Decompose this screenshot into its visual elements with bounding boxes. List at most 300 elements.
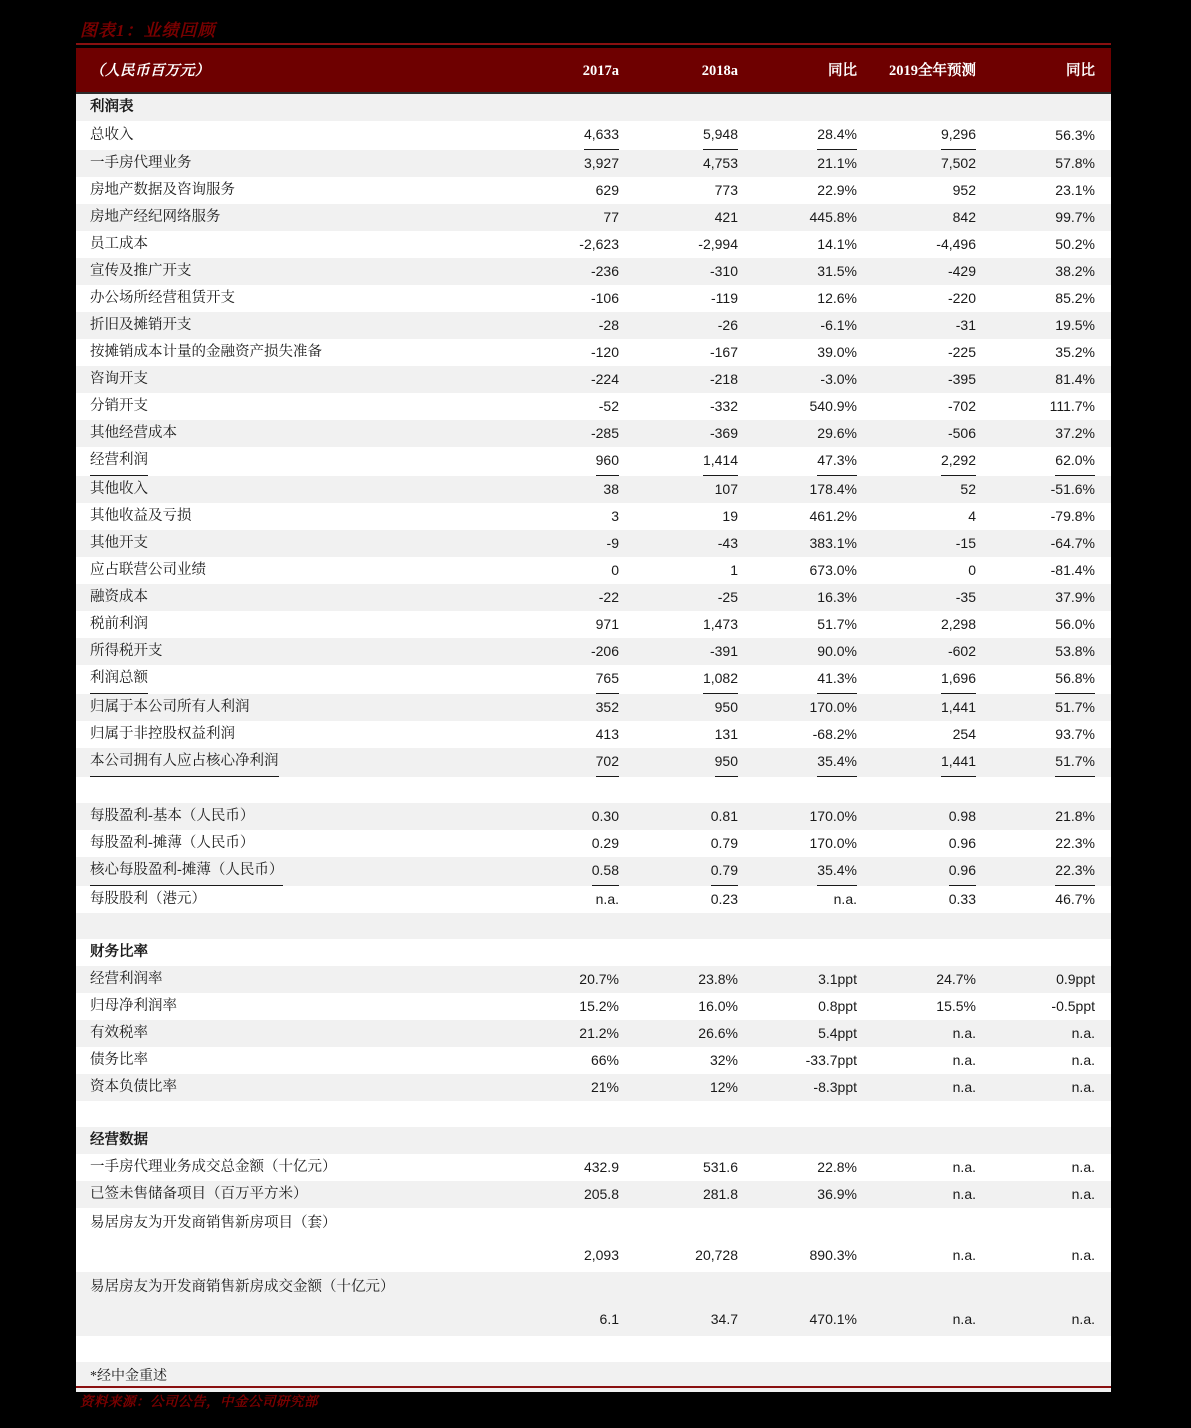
cell-yoy2: n.a. xyxy=(992,1272,1111,1336)
table-row xyxy=(76,966,1111,993)
cell-yoy2: 37.9% xyxy=(992,584,1111,611)
cell-y2017: 629 xyxy=(516,177,635,204)
cell-y2018: -26 xyxy=(635,312,754,339)
row-label: 财务比率 xyxy=(76,939,516,966)
cell-y2017: 77 xyxy=(516,204,635,231)
cell-f2019: -31 xyxy=(873,312,992,339)
cell-y2018: -218 xyxy=(635,366,754,393)
cell-yoy2: 93.7% xyxy=(992,721,1111,748)
cell-y2017: -285 xyxy=(516,420,635,447)
row-label: 其他开支 xyxy=(76,530,516,557)
source-note: 资料来源：公司公告，中金公司研究部 xyxy=(80,1394,318,1409)
cell-y2018: -369 xyxy=(635,420,754,447)
cell-f2019: -702 xyxy=(873,393,992,420)
cell-y2017: 960 xyxy=(516,447,635,476)
cell-y2017: 6.1 xyxy=(516,1272,635,1336)
cell-yoy2: -81.4% xyxy=(992,557,1111,584)
row-label: 房地产经纪网络服务 xyxy=(76,204,516,231)
cell-f2019: 7,502 xyxy=(873,150,992,177)
cell-yoy1: 22.9% xyxy=(754,177,873,204)
row-label: 宣传及推广开支 xyxy=(76,258,516,285)
row-label: 员工成本 xyxy=(76,231,516,258)
cell-yoy1: 383.1% xyxy=(754,530,873,557)
table-body xyxy=(76,93,1111,1392)
cell-yoy2: 99.7% xyxy=(992,204,1111,231)
table-row xyxy=(76,777,1111,803)
row-label: 资本负债比率 xyxy=(76,1074,516,1101)
cell-yoy1: 35.4% xyxy=(754,857,873,886)
row-label: 核心每股盈利-摊薄（人民币） xyxy=(76,857,516,886)
cell-y2017: 38 xyxy=(516,476,635,503)
row-label: 折旧及摊销开支 xyxy=(76,312,516,339)
row-label: 其他经营成本 xyxy=(76,420,516,447)
cell-yoy1: 12.6% xyxy=(754,285,873,312)
table-row xyxy=(76,1020,1111,1047)
cell-f2019: -15 xyxy=(873,530,992,557)
cell-y2017: -22 xyxy=(516,584,635,611)
cell-yoy1: 170.0% xyxy=(754,694,873,721)
cell-y2018: 12% xyxy=(635,1074,754,1101)
cell-yoy2: 53.8% xyxy=(992,638,1111,665)
cell-f2019: n.a. xyxy=(873,1272,992,1336)
cell-y2018: -25 xyxy=(635,584,754,611)
cell-f2019: 1,441 xyxy=(873,748,992,777)
cell-y2017: 21% xyxy=(516,1074,635,1101)
cell-y2017 xyxy=(516,93,635,121)
table-row xyxy=(76,447,1111,476)
cell-y2018: 20,728 xyxy=(635,1208,754,1272)
cell-f2019: 52 xyxy=(873,476,992,503)
cell-yoy1 xyxy=(754,777,873,803)
row-label: 易居房友为开发商销售新房项目（套） xyxy=(76,1208,516,1272)
cell-y2018: 421 xyxy=(635,204,754,231)
row-label: 利润表 xyxy=(76,93,516,121)
cell-y2017: -236 xyxy=(516,258,635,285)
cell-f2019: -602 xyxy=(873,638,992,665)
cell-y2017: -2,623 xyxy=(516,231,635,258)
cell-yoy1: 21.1% xyxy=(754,150,873,177)
cell-yoy2: n.a. xyxy=(992,1154,1111,1181)
row-label: 债务比率 xyxy=(76,1047,516,1074)
cell-y2017 xyxy=(516,1336,635,1362)
cell-f2019 xyxy=(873,1127,992,1154)
cell-yoy1: 35.4% xyxy=(754,748,873,777)
cell-y2018: -167 xyxy=(635,339,754,366)
cell-y2018: 32% xyxy=(635,1047,754,1074)
column-header-2017a: 2017a xyxy=(516,48,635,93)
cell-f2019: 952 xyxy=(873,177,992,204)
cell-y2018 xyxy=(635,939,754,966)
table-row xyxy=(76,393,1111,420)
cell-y2018: -43 xyxy=(635,530,754,557)
cell-yoy2: 56.3% xyxy=(992,121,1111,150)
financial-table-container xyxy=(76,48,1111,1392)
header-row xyxy=(76,48,1111,93)
cell-y2018: 16.0% xyxy=(635,993,754,1020)
cell-f2019: -4,496 xyxy=(873,231,992,258)
cell-yoy2: n.a. xyxy=(992,1020,1111,1047)
cell-y2018: -310 xyxy=(635,258,754,285)
cell-y2018: 773 xyxy=(635,177,754,204)
row-label: 其他收入 xyxy=(76,476,516,503)
cell-y2018: 5,948 xyxy=(635,121,754,150)
cell-y2017: -120 xyxy=(516,339,635,366)
row-label: 每股盈利-摊薄（人民币） xyxy=(76,830,516,857)
cell-y2017: 413 xyxy=(516,721,635,748)
row-label: 有效税率 xyxy=(76,1020,516,1047)
cell-f2019: 24.7% xyxy=(873,966,992,993)
table-row xyxy=(76,1181,1111,1208)
cell-f2019: 2,298 xyxy=(873,611,992,638)
cell-yoy1: -68.2% xyxy=(754,721,873,748)
cell-yoy1: -33.7ppt xyxy=(754,1047,873,1074)
cell-f2019: n.a. xyxy=(873,1074,992,1101)
cell-yoy1: 31.5% xyxy=(754,258,873,285)
row-label: 每股股利（港元） xyxy=(76,886,516,913)
cell-y2018: 26.6% xyxy=(635,1020,754,1047)
table-row xyxy=(76,93,1111,121)
table-row xyxy=(76,420,1111,447)
cell-y2017: 2,093 xyxy=(516,1208,635,1272)
cell-yoy2: 22.3% xyxy=(992,830,1111,857)
cell-yoy1: 3.1ppt xyxy=(754,966,873,993)
row-label xyxy=(76,777,516,803)
table-row xyxy=(76,339,1111,366)
cell-f2019: -220 xyxy=(873,285,992,312)
cell-yoy2: -79.8% xyxy=(992,503,1111,530)
cell-y2017: 971 xyxy=(516,611,635,638)
cell-y2018: 19 xyxy=(635,503,754,530)
cell-yoy1: 41.3% xyxy=(754,665,873,694)
cell-f2019: 1,441 xyxy=(873,694,992,721)
table-row xyxy=(76,886,1111,913)
cell-yoy2: 51.7% xyxy=(992,694,1111,721)
row-label: 利润总额 xyxy=(76,665,516,694)
row-label: 归属于非控股权益利润 xyxy=(76,721,516,748)
cell-f2019: 0.96 xyxy=(873,857,992,886)
cell-f2019: 0.98 xyxy=(873,803,992,830)
cell-y2017: 702 xyxy=(516,748,635,777)
row-label: 已签未售储备项目（百万平方米） xyxy=(76,1181,516,1208)
cell-yoy1 xyxy=(754,913,873,939)
cell-yoy2: 51.7% xyxy=(992,748,1111,777)
cell-y2018: -391 xyxy=(635,638,754,665)
cell-yoy2: 56.8% xyxy=(992,665,1111,694)
cell-y2017: -52 xyxy=(516,393,635,420)
table-row xyxy=(76,1154,1111,1181)
cell-y2017: 3 xyxy=(516,503,635,530)
cell-yoy1: 29.6% xyxy=(754,420,873,447)
cell-f2019 xyxy=(873,1336,992,1362)
cell-yoy2: n.a. xyxy=(992,1074,1111,1101)
cell-f2019: 842 xyxy=(873,204,992,231)
cell-y2018: 950 xyxy=(635,694,754,721)
row-label: 按摊销成本计量的金融资产损失准备 xyxy=(76,339,516,366)
column-header-2018a: 2018a xyxy=(635,48,754,93)
cell-y2018: -119 xyxy=(635,285,754,312)
cell-y2017: 352 xyxy=(516,694,635,721)
table-row xyxy=(76,285,1111,312)
cell-y2018: 1,473 xyxy=(635,611,754,638)
cell-y2017: 15.2% xyxy=(516,993,635,1020)
cell-f2019: 4 xyxy=(873,503,992,530)
cell-yoy1: -3.0% xyxy=(754,366,873,393)
cell-y2018: 1,414 xyxy=(635,447,754,476)
row-label: 所得税开支 xyxy=(76,638,516,665)
table-row xyxy=(76,857,1111,886)
table-row xyxy=(76,312,1111,339)
cell-f2019: -429 xyxy=(873,258,992,285)
cell-yoy2: 0.9ppt xyxy=(992,966,1111,993)
table-row xyxy=(76,638,1111,665)
cell-yoy2: -64.7% xyxy=(992,530,1111,557)
column-header-yoy-2: 同比 xyxy=(992,48,1111,93)
row-label: 分销开支 xyxy=(76,393,516,420)
row-label: 融资成本 xyxy=(76,584,516,611)
cell-y2017: n.a. xyxy=(516,886,635,913)
cell-yoy2 xyxy=(992,939,1111,966)
cell-yoy2: 56.0% xyxy=(992,611,1111,638)
cell-yoy2 xyxy=(992,913,1111,939)
table-row xyxy=(76,557,1111,584)
cell-yoy2 xyxy=(992,1127,1111,1154)
row-label: 咨询开支 xyxy=(76,366,516,393)
cell-yoy1: 890.3% xyxy=(754,1208,873,1272)
row-label: 一手房代理业务 xyxy=(76,150,516,177)
cell-y2017: 21.2% xyxy=(516,1020,635,1047)
cell-y2018: 0.23 xyxy=(635,886,754,913)
row-label: 每股盈利-基本（人民币） xyxy=(76,803,516,830)
cell-yoy1: n.a. xyxy=(754,886,873,913)
cell-yoy1: 22.8% xyxy=(754,1154,873,1181)
cell-y2017: -106 xyxy=(516,285,635,312)
cell-yoy1: 16.3% xyxy=(754,584,873,611)
cell-y2018: 1 xyxy=(635,557,754,584)
table-row xyxy=(76,503,1111,530)
table-row xyxy=(76,939,1111,966)
cell-yoy1: 445.8% xyxy=(754,204,873,231)
cell-yoy2 xyxy=(992,1336,1111,1362)
table-row xyxy=(76,150,1111,177)
cell-y2017: 0.29 xyxy=(516,830,635,857)
cell-f2019: -506 xyxy=(873,420,992,447)
cell-yoy2: 35.2% xyxy=(992,339,1111,366)
row-label: 经营数据 xyxy=(76,1127,516,1154)
cell-y2018: 281.8 xyxy=(635,1181,754,1208)
cell-yoy1 xyxy=(754,1127,873,1154)
cell-yoy2: 111.7% xyxy=(992,393,1111,420)
cell-yoy1: 5.4ppt xyxy=(754,1020,873,1047)
cell-yoy1: 90.0% xyxy=(754,638,873,665)
row-label: 本公司拥有人应占核心净利润 xyxy=(76,748,516,777)
cell-yoy1: 540.9% xyxy=(754,393,873,420)
cell-f2019 xyxy=(873,1101,992,1127)
cell-yoy1: 28.4% xyxy=(754,121,873,150)
table-row xyxy=(76,121,1111,150)
cell-y2018: 1,082 xyxy=(635,665,754,694)
cell-f2019: 1,696 xyxy=(873,665,992,694)
table-row xyxy=(76,1101,1111,1127)
cell-y2017 xyxy=(516,1127,635,1154)
table-row xyxy=(76,993,1111,1020)
cell-y2017: 0.58 xyxy=(516,857,635,886)
cell-y2017: 205.8 xyxy=(516,1181,635,1208)
table-row xyxy=(76,913,1111,939)
cell-y2018: 950 xyxy=(635,748,754,777)
cell-yoy2: 19.5% xyxy=(992,312,1111,339)
cell-yoy2: 38.2% xyxy=(992,258,1111,285)
row-label: 归属于本公司所有人利润 xyxy=(76,694,516,721)
cell-f2019 xyxy=(873,777,992,803)
cell-yoy1: 170.0% xyxy=(754,803,873,830)
table-row xyxy=(76,748,1111,777)
cell-yoy2 xyxy=(992,93,1111,121)
cell-y2018: 0.79 xyxy=(635,830,754,857)
cell-f2019: n.a. xyxy=(873,1020,992,1047)
cell-f2019: n.a. xyxy=(873,1047,992,1074)
cell-y2017: 20.7% xyxy=(516,966,635,993)
row-label xyxy=(76,1336,516,1362)
cell-y2017: -224 xyxy=(516,366,635,393)
cell-y2018 xyxy=(635,777,754,803)
cell-yoy1: 178.4% xyxy=(754,476,873,503)
table-row xyxy=(76,204,1111,231)
cell-f2019: -395 xyxy=(873,366,992,393)
row-label: 房地产数据及咨询服务 xyxy=(76,177,516,204)
cell-f2019: n.a. xyxy=(873,1154,992,1181)
cell-yoy1 xyxy=(754,93,873,121)
cell-y2017: -28 xyxy=(516,312,635,339)
table-row xyxy=(76,1208,1111,1272)
cell-yoy2 xyxy=(992,777,1111,803)
table-row xyxy=(76,803,1111,830)
cell-f2019: 2,292 xyxy=(873,447,992,476)
cell-yoy2: -51.6% xyxy=(992,476,1111,503)
table-row xyxy=(76,258,1111,285)
cell-yoy1: 36.9% xyxy=(754,1181,873,1208)
cell-yoy1: 51.7% xyxy=(754,611,873,638)
table-row xyxy=(76,366,1111,393)
cell-f2019: 15.5% xyxy=(873,993,992,1020)
table-row xyxy=(76,665,1111,694)
cell-f2019: -35 xyxy=(873,584,992,611)
column-header-unit: （人民币百万元） xyxy=(76,48,516,93)
cell-y2018: -332 xyxy=(635,393,754,420)
table-row xyxy=(76,1127,1111,1154)
cell-yoy2: 62.0% xyxy=(992,447,1111,476)
cell-y2018: 531.6 xyxy=(635,1154,754,1181)
row-label xyxy=(76,913,516,939)
cell-f2019 xyxy=(873,913,992,939)
cell-y2018: 23.8% xyxy=(635,966,754,993)
cell-y2017: 66% xyxy=(516,1047,635,1074)
cell-yoy2: n.a. xyxy=(992,1208,1111,1272)
cell-y2017: 0.30 xyxy=(516,803,635,830)
cell-yoy2: 21.8% xyxy=(992,803,1111,830)
cell-y2017 xyxy=(516,939,635,966)
cell-yoy2: 37.2% xyxy=(992,420,1111,447)
cell-yoy1: 470.1% xyxy=(754,1272,873,1336)
table-row xyxy=(76,1047,1111,1074)
cell-y2018: -2,994 xyxy=(635,231,754,258)
cell-y2018 xyxy=(635,913,754,939)
cell-f2019 xyxy=(873,939,992,966)
cell-yoy2: n.a. xyxy=(992,1181,1111,1208)
cell-y2017 xyxy=(516,913,635,939)
table-header xyxy=(76,48,1111,93)
cell-y2018: 34.7 xyxy=(635,1272,754,1336)
cell-y2018: 0.81 xyxy=(635,803,754,830)
cell-y2018: 4,753 xyxy=(635,150,754,177)
cell-yoy1: 170.0% xyxy=(754,830,873,857)
cell-yoy1: -8.3ppt xyxy=(754,1074,873,1101)
table-row xyxy=(76,1272,1111,1336)
cell-y2017: 0 xyxy=(516,557,635,584)
table-row xyxy=(76,1074,1111,1101)
cell-y2018: 0.79 xyxy=(635,857,754,886)
page-title: 图表1：业绩回顾 xyxy=(80,21,216,40)
cell-f2019: 0.96 xyxy=(873,830,992,857)
cell-y2018: 131 xyxy=(635,721,754,748)
cell-f2019: n.a. xyxy=(873,1208,992,1272)
table-row xyxy=(76,476,1111,503)
row-label xyxy=(76,1101,516,1127)
cell-y2017: 3,927 xyxy=(516,150,635,177)
table-row xyxy=(76,584,1111,611)
cell-f2019: 9,296 xyxy=(873,121,992,150)
table-footnote: *经中金重述 xyxy=(76,1362,1111,1392)
cell-f2019: -225 xyxy=(873,339,992,366)
cell-y2017: -9 xyxy=(516,530,635,557)
cell-y2017: -206 xyxy=(516,638,635,665)
cell-yoy1 xyxy=(754,1101,873,1127)
table-row xyxy=(76,231,1111,258)
table-row xyxy=(76,611,1111,638)
column-header-yoy-1: 同比 xyxy=(754,48,873,93)
cell-yoy2: 81.4% xyxy=(992,366,1111,393)
row-label: 归母净利润率 xyxy=(76,993,516,1020)
cell-f2019 xyxy=(873,93,992,121)
row-label: 办公场所经营租赁开支 xyxy=(76,285,516,312)
table-row xyxy=(76,530,1111,557)
table-row xyxy=(76,694,1111,721)
cell-y2018 xyxy=(635,93,754,121)
table-row xyxy=(76,177,1111,204)
cell-y2017: 432.9 xyxy=(516,1154,635,1181)
row-label: 其他收益及亏损 xyxy=(76,503,516,530)
financial-table xyxy=(76,48,1111,1392)
row-label: 税前利润 xyxy=(76,611,516,638)
cell-yoy1: 0.8ppt xyxy=(754,993,873,1020)
cell-f2019: n.a. xyxy=(873,1181,992,1208)
table-row xyxy=(76,721,1111,748)
cell-f2019: 0 xyxy=(873,557,992,584)
cell-yoy1 xyxy=(754,1336,873,1362)
row-label: 一手房代理业务成交总金额（十亿元） xyxy=(76,1154,516,1181)
cell-yoy2: 50.2% xyxy=(992,231,1111,258)
cell-yoy2 xyxy=(992,1101,1111,1127)
row-label: 易居房友为开发商销售新房成交金额（十亿元） xyxy=(76,1272,516,1336)
cell-yoy2: 23.1% xyxy=(992,177,1111,204)
row-label: 经营利润 xyxy=(76,447,516,476)
cell-y2017: 4,633 xyxy=(516,121,635,150)
cell-yoy2: 85.2% xyxy=(992,285,1111,312)
cell-yoy1 xyxy=(754,939,873,966)
cell-yoy1: 47.3% xyxy=(754,447,873,476)
cell-yoy1: 461.2% xyxy=(754,503,873,530)
cell-y2018 xyxy=(635,1127,754,1154)
cell-yoy2: 22.3% xyxy=(992,857,1111,886)
